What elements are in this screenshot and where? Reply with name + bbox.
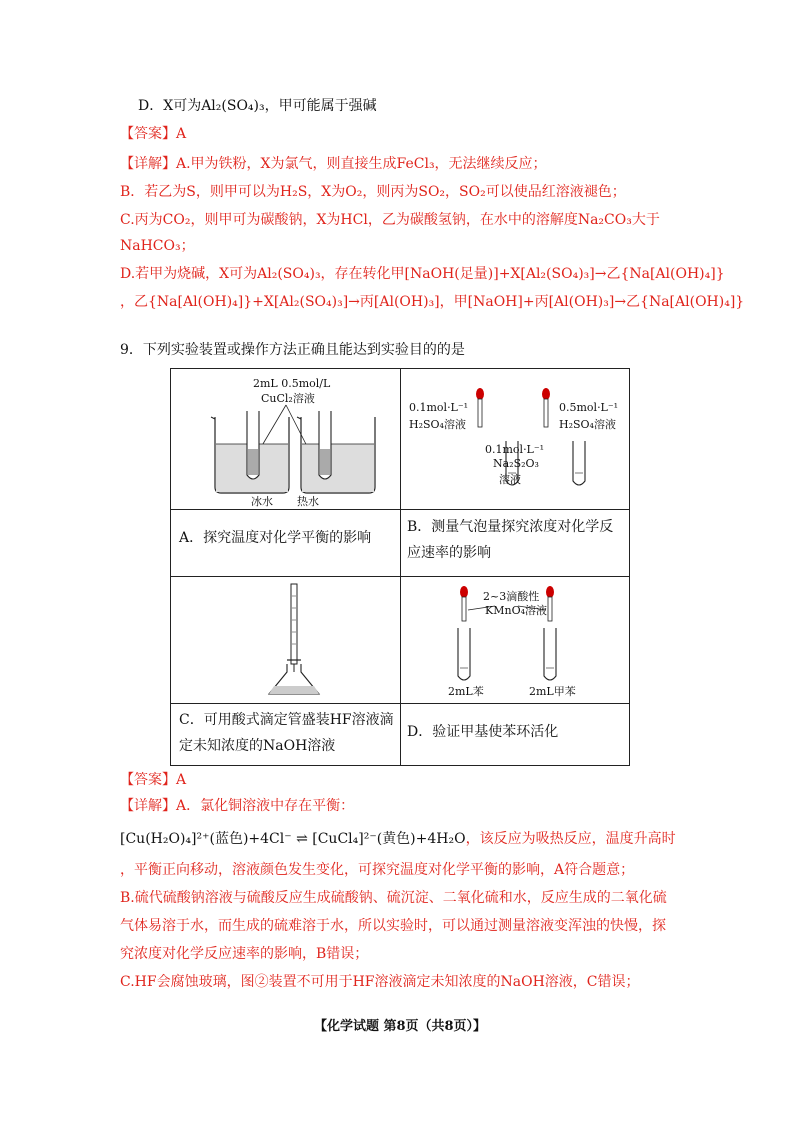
fig-b-label: H₂SO₄溶液 xyxy=(559,418,616,431)
prev-option-d: D．X可为Al₂(SO₄)₃，甲可能属于强碱 xyxy=(138,98,377,114)
option-d-text: D．验证甲基使苯环活化 xyxy=(407,724,559,740)
fig-b-label: H₂SO₄溶液 xyxy=(409,418,466,431)
beakers-figure xyxy=(171,369,400,509)
explain-line: 气体易溶于水，而生成的硫难溶于水，所以实验时，可以通过测量溶液变浑浊的快慢，探 xyxy=(120,918,666,934)
prev-explain-line: B．若乙为S，则甲可以为H₂S，X为O₂，则丙为SO₂，SO₂可以使品红溶液褪色； xyxy=(120,184,626,200)
option-b-text: 应速率的影响 xyxy=(407,545,491,561)
fig-b-label: 溶液 xyxy=(499,473,521,486)
droppers-figure xyxy=(400,369,629,509)
table-divider xyxy=(171,703,629,704)
option-c-text: C．可用酸式滴定管盛装HF溶液滴 xyxy=(179,712,394,728)
explain-line: B.硫代硫酸钠溶液与硫酸反应生成硫酸钠、硫沉淀、二氧化硫和水，反应生成的二氧化硫 xyxy=(120,890,667,906)
explain-line: 【详解】A．氯化铜溶液中存在平衡： xyxy=(120,798,355,814)
explain-line: 究浓度对化学反应速率的影响，B错误； xyxy=(120,946,369,962)
prev-explain-line: C.丙为CO₂，则甲可为碳酸钠，X为HCl，乙为碳酸氢钠，在水中的溶解度Na₂CO₃大于 xyxy=(120,212,660,228)
prev-explain-line: D.若甲为烧碱，X可为Al₂(SO₄)₃，存在转化甲[NaOH(足量)]+X[Al₂(SO₄)₃]→乙{Na[Al(OH)₄]} xyxy=(120,266,725,282)
fig-b-label: Na₂S₂O₃ xyxy=(493,457,539,470)
fig-d-label: KMnO₄溶液 xyxy=(485,604,547,617)
fig-d-label: 2~3滴酸性 xyxy=(483,590,540,603)
fig-d-label: 2mL甲苯 xyxy=(529,685,576,698)
table-divider xyxy=(171,509,629,510)
equilibrium-equation xyxy=(120,828,676,848)
options-table xyxy=(170,368,630,766)
fig-a-label: 冰水 xyxy=(251,495,273,508)
prev-explain-line: ，乙{Na[Al(OH)₄]}+X[Al₂(SO₄)₃]→丙[Al(OH)₃]，甲[NaOH]+丙[Al(OH)₃]→乙{Na[Al(OH)₄]} xyxy=(120,294,745,310)
option-a-text: A．探究温度对化学平衡的影响 xyxy=(179,530,372,546)
answer: 【答案】A xyxy=(120,772,187,788)
fig-b-label: 0.1mol·L⁻¹ xyxy=(485,443,545,456)
option-c-text: 定未知浓度的NaOH溶液 xyxy=(179,738,336,754)
fig-b-label: 0.1mol·L⁻¹ xyxy=(409,401,469,414)
fig-a-label: 热水 xyxy=(297,495,319,508)
prev-explain-line: 【详解】A.甲为铁粉，X为氯气，则直接生成FeCl₃，无法继续反应； xyxy=(120,156,547,172)
explain-line: C.HF会腐蚀玻璃，图②装置不可用于HF溶液滴定未知浓度的NaOH溶液，C错误； xyxy=(120,974,640,990)
page-footer: 【化学试题 第8页（共8页）】 xyxy=(313,1019,487,1034)
option-b-text: B．测量气泡量探究浓度对化学反 xyxy=(407,519,614,535)
equation-text: [Cu(H₂O)₄]²⁺(蓝色)+4Cl⁻ ⇌ [CuCl₄]²⁻(黄色)+4H₂O xyxy=(120,831,466,847)
fig-a-label: CuCl₂溶液 xyxy=(261,392,315,405)
explain-line: ，平衡正向移动，溶液颜色发生变化，可探究温度对化学平衡的影响，A符合题意； xyxy=(120,862,635,878)
prev-answer: 【答案】A xyxy=(120,126,187,142)
fig-d-label: 2mL苯 xyxy=(448,685,484,698)
fig-a-label: 2mL 0.5mol/L xyxy=(253,377,331,390)
question-stem: 9．下列实验装置或操作方法正确且能达到实验目的的是 xyxy=(120,342,465,358)
explain-line: ，该反应为吸热反应，温度升高时 xyxy=(465,831,676,847)
titration-figure xyxy=(171,576,400,703)
fig-b-label: 0.5mol·L⁻¹ xyxy=(559,401,619,414)
prev-explain-line: NaHCO₃； xyxy=(120,238,195,254)
